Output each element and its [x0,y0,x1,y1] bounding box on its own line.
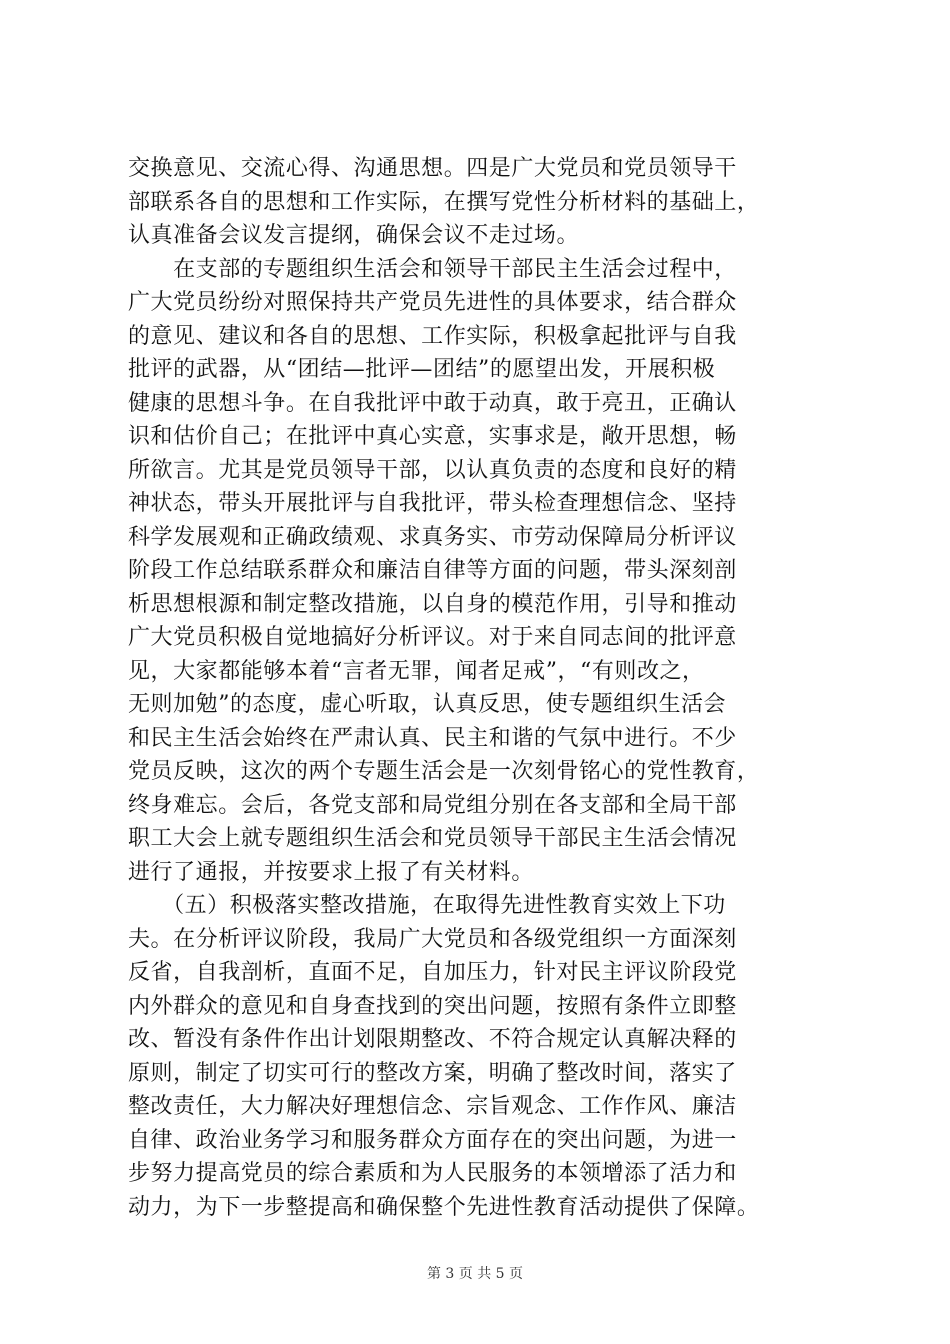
text-line: 广大党员纷纷对照保持共产党员先进性的具体要求，结合群众 [128,290,737,315]
text-line: 阶段工作总结联系群众和廉洁自律等方面的问题，带头深刻剖 [128,558,737,583]
text-line: 终身难忘。会后，各党支部和局党组分别在各支部和全局干部 [128,792,737,818]
text-line: 识和估价自己；在批评中真心实意，实事求是，敞开思想，畅 [128,424,737,449]
text-line: 动力，为下一步整提高和确保整个先进性教育活动提供了保障。 [128,1194,760,1220]
text-line: 自律、政治业务学习和服务群众方面存在的突出问题，为进一 [128,1127,737,1153]
text-line: 党员反映，这次的两个专题生活会是一次刻骨铭心的党性教育， [128,759,760,784]
text-line: 步努力提高党员的综合素质和为人民服务的本领增添了活力和 [128,1161,737,1186]
text-line: （五）积极落实整改措施，在取得先进性教育实效上下功 [128,893,726,918]
text-line: 的意见、建议和各自的思想、工作实际，积极拿起批评与自我 [128,323,737,349]
text-line: 职工大会上就专题组织生活会和党员领导干部民主生活会情况 [128,826,737,851]
text-line: 析思想根源和制定整改措施，以自身的模范作用，引导和推动 [128,591,737,617]
text-line: 原则，制定了切实可行的整改方案，明确了整改时间，落实了 [128,1060,737,1086]
text-line: 反省，自我剖析，直面不足，自加压力，针对民主评议阶段党 [128,960,737,985]
page-number-footer: 第 3 页 共 5 页 [426,1266,524,1282]
text-line: 部联系各自的思想和工作实际，在撰写党性分析材料的基础上， [128,189,760,215]
text-line: 科学发展观和正确政绩观、求真务实、市劳动保障局分析评议 [128,524,737,550]
text-line: 神状态，带头开展批评与自我批评，带头检查理想信念、坚持 [128,491,737,516]
text-line: 无则加勉”的态度，虚心听取，认真反思，使专题组织生活会 [128,692,727,717]
text-line: 广大党员积极自觉地搞好分析评议。对于来自同志间的批评意 [128,625,737,650]
text-line: 在支部的专题组织生活会和领导干部民主生活会过程中， [128,256,737,282]
text-line: 整改责任，大力解决好理想信念、宗旨观念、工作作风、廉洁 [128,1094,737,1119]
text-line: 进行了通报，并按要求上报了有关材料。 [128,859,534,885]
text-line: 夫。在分析评议阶段，我局广大党员和各级党组织一方面深刻 [128,926,737,952]
text-line: 改、暂没有条件作出计划限期整改、不符合规定认真解决释的 [128,1027,737,1052]
text-line: 所欲言。尤其是党员领导干部，以认真负责的态度和良好的精 [128,457,737,483]
text-line: 见，大家都能够本着“言者无罪，闻者足戒”，“有则改之， [128,658,705,684]
text-line: 交换意见、交流心得、沟通思想。四是广大党员和党员领导干 [128,156,737,181]
text-line: 内外群众的意见和自身查找到的突出问题，按照有条件立即整 [128,993,737,1019]
text-line: 批评的武器，从“团结—批评—团结”的愿望出发，开展积极 [128,357,716,382]
text-line: 认真准备会议发言提纲，确保会议不走过场。 [128,223,580,248]
document-body [128,152,840,1224]
text-line: 和民主生活会始终在严肃认真、民主和谐的气氛中进行。不少 [128,725,737,751]
text-line: 健康的思想斗争。在自我批评中敢于动真，敢于亮丑，正确认 [128,390,737,416]
